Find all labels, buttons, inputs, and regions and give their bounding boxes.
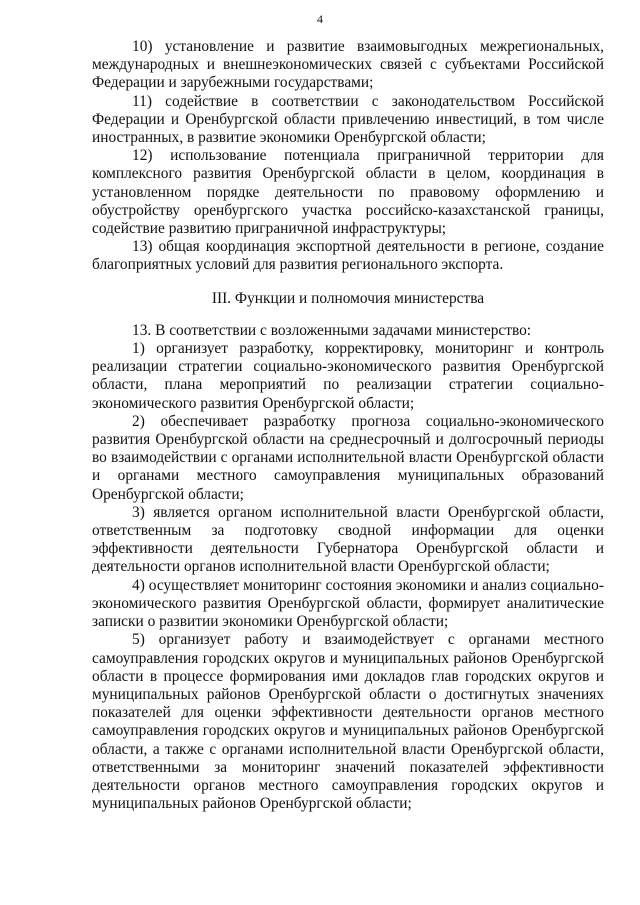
paragraph-item-13: 13) общая координация экспортной деятельности в регионе, создание благоприятных условий для развития регионального экспорта. bbox=[92, 238, 604, 274]
function-item-2: 2) обеспечивает разработку прогноза социально-экономического развития Оренбургской области на среднесрочный и долгосрочный периоды во взаимодействии с органами исполнительной власти Оренбургской области и органами местного самоуправления муниципальных образований Оренбургской области; bbox=[92, 412, 604, 503]
function-item-4: 4) осуществляет мониторинг состояния экономики и анализ социально-экономического развития Оренбургской области, формирует аналитические записки о развитии экономики Оренбургской области; bbox=[92, 576, 604, 631]
paragraph-item-12: 12) использование потенциала приграничной территории для комплексного развития Оренбургской области в целом, координация в установленном порядке деятельности по правовому оформлению и обустройству оренбургского участка российско-казахстанской границы, содействие развитию приграничной инфраструктуры; bbox=[92, 147, 604, 238]
section-heading: III. Функции и полномочия министерства bbox=[211, 289, 485, 307]
function-item-3: 3) является органом исполнительной власти Оренбургской области, ответственным за подготовку сводной информации для оценки эффективности деятельности Губернатора Оренбургской области и деятельности органов исполнительной власти Оренбургской области; bbox=[92, 503, 604, 576]
function-item-5: 5) организует работу и взаимодействует с органами местного самоуправления городских округов и муниципальных районов Оренбургской области в процессе формирования ими докладов глав городских округов и муниципальных районов Оренбургской области о достигнутых значениях показателей для оценки эффективности деятельности органов местного самоуправления городских округов и муниципальных районов Оренбургской области, а также с органами исполнительной власти Оренбургской области, ответственными за мониторинг значений показателей эффективности деятельности органов местного самоуправления городских округов и муниципальных районов Оренбургской области; bbox=[92, 631, 604, 813]
page-number: 4 bbox=[317, 12, 323, 26]
paragraph-item-10: 10) установление и развитие взаимовыгодных межрегиональных, международных и внешнеэкономических связей с субъектами Российской Федерации и зарубежными государствами; bbox=[92, 38, 604, 92]
clause-13-intro: 13. В соответствии с возложенными задачами министерство: bbox=[132, 321, 532, 339]
paragraph-item-11: 11) содействие в соответствии с законодательством Российской Федерации и Оренбургской области привлечению инвестиций, в том числе иностранных, в развитие экономики Оренбургской области; bbox=[92, 92, 604, 147]
function-item-1: 1) организует разработку, корректировку, мониторинг и контроль реализации стратегии социально-экономического развития Оренбургской области, плана мероприятий по реализации стратегии социально-экономического развития Оренбургской области; bbox=[92, 340, 604, 412]
document-body bbox=[92, 38, 604, 813]
